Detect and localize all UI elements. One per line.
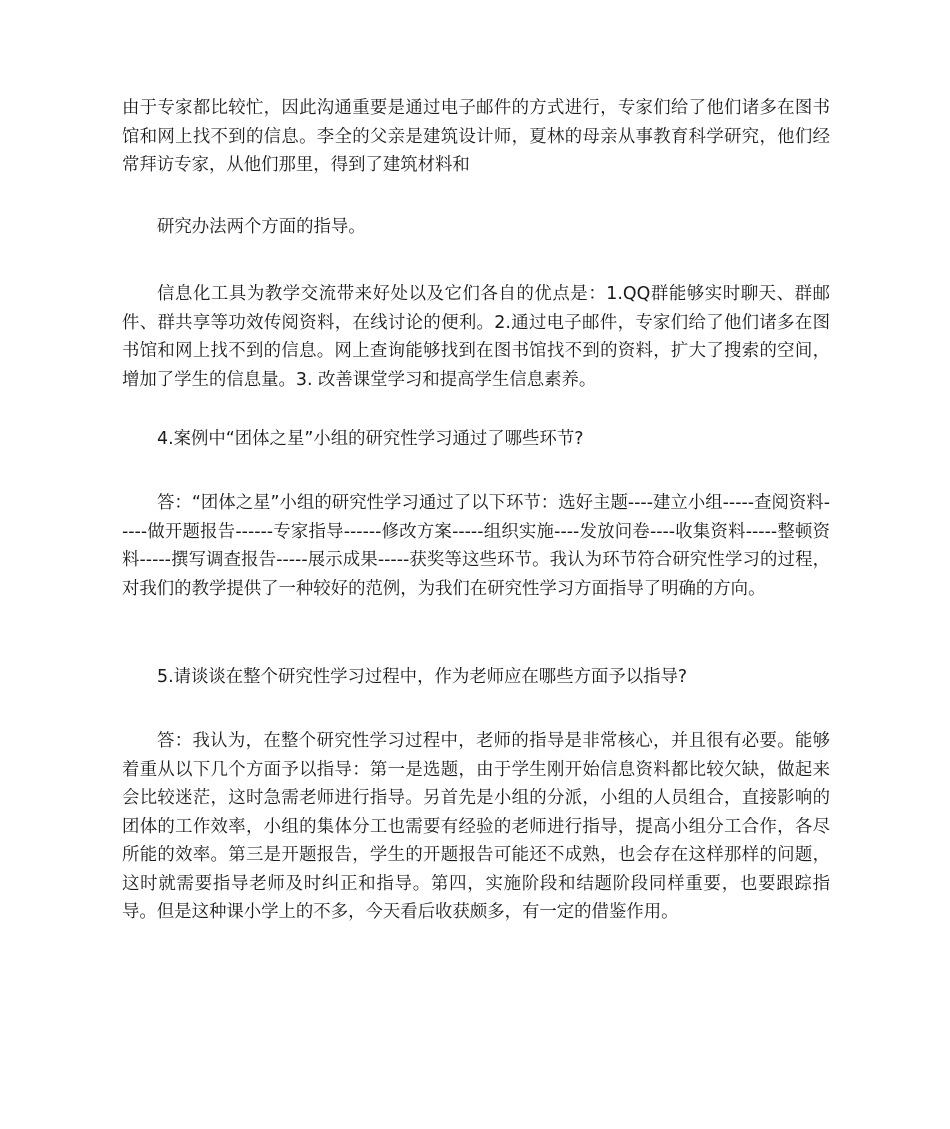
answer-5-paragraph: 答：我认为，在整个研究性学习过程中，老师的指导是非常核心，并且很有必要。能够着重从以下几个方面予以指导：第一是选题，由于学生刚开始信息资料都比较欠缺，做起来会比较迷茫，这时急需老师进行指导。另首先是小组的分派，小组的人员组合，直接影响的团体的工作效率，小组的集体分工也需要有经验的老师进行指导，提高小组分工合作，各尽所能的效率。第三是开题报告，学生的开题报告可能还不成熟，也会存在这样那样的问题，这时就需要指导老师及时纠正和指导。第四，实施阶段和结题阶段同样重要，也要跟踪指导。但是这种课小学上的不多，今天看后收获颇多，有一定的借鉴作用。 bbox=[122, 731, 830, 922]
paragraph-expert-communication: 由于专家都比较忙，因此沟通重要是通过电子邮件的方式进行，专家们给了他们诸多在图书馆和网上找不到的信息。李全的父亲是建筑设计师，夏林的母亲从事教育科学研究，他们经常拜访专家，从他们那里，得到了建筑材料和 bbox=[122, 98, 830, 175]
paragraph-information-tools: 信息化工具为教学交流带来好处以及它们各自的优点是：1.QQ群能够实时聊天、群邮件、群共享等功效传阅资料，在线讨论的便利。2.通过电子邮件，专家们给了他们诸多在图书馆和网上找不到的信息。网上查询能够找到在图书馆找不到的资料，扩大了搜索的空间，增加了学生的信息量。3. 改善课堂学习和提高学生信息素养。 bbox=[122, 284, 830, 390]
question-5-heading: 5.请谈谈在整个研究性学习过程中，作为老师应在哪些方面予以指导? bbox=[157, 667, 688, 687]
answer-4-paragraph: 答：“团体之星”小组的研究性学习通过了以下环节：选好主题----建立小组-----查阅资料-----做开题报告------专家指导------修改方案-----组织实施----发放问卷----收集资料-----整顿资料-----撰写调查报告-----展示成果-----获奖等这些环节。我认为环节符合研究性学习的过程，对我们的教学提供了一种较好的范例，为我们在研究性学习方面指导了明确的方向。 bbox=[122, 493, 830, 599]
paragraph-research-guidance: 研究办法两个方面的指导。 bbox=[157, 217, 366, 237]
question-4-heading: 4.案例中“团体之星”小组的研究性学习通过了哪些环节? bbox=[157, 429, 584, 449]
